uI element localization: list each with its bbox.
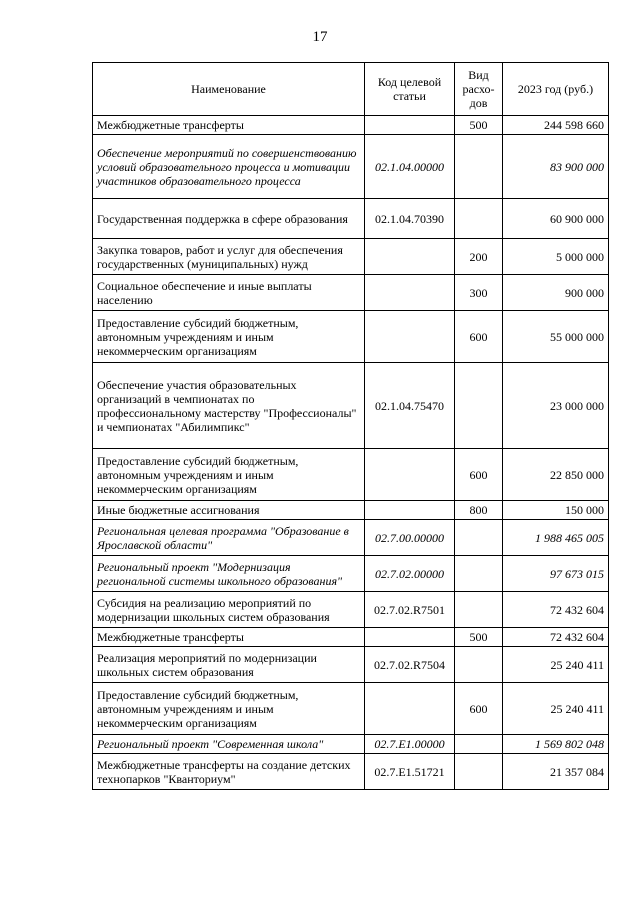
cell-expense-type [455,647,503,683]
cell-name: Предоставление субсидий бюджетным, автономным учреждениям и иным некоммерческим организациям [93,683,365,735]
page-number: 17 [312,29,328,45]
cell-code: 02.7.00.00000 [365,520,455,556]
cell-name: Межбюджетные трансферты [93,116,365,135]
cell-code [365,116,455,135]
cell-expense-type: 200 [455,239,503,275]
cell-name: Предоставление субсидий бюджетным, автономным учреждениям и иным некоммерческим организациям [93,449,365,501]
cell-expense-type: 600 [455,683,503,735]
cell-name: Иные бюджетные ассигнования [93,501,365,520]
cell-amount: 60 900 000 [503,199,609,239]
cell-expense-type [455,754,503,790]
table-row [93,449,609,501]
cell-code [365,501,455,520]
table-row [93,311,609,363]
cell-name: Обеспечение мероприятий по совершенствованию условий образовательного процесса и мотивации участников образовательного процесса [93,135,365,199]
table-row [93,363,609,449]
table-row [93,592,609,628]
cell-name: Межбюджетные трансферты [93,628,365,647]
budget-table [92,62,609,790]
table-row [93,116,609,135]
table-row [93,628,609,647]
table-row [93,647,609,683]
header-name: Наименование [93,63,365,116]
cell-code [365,311,455,363]
cell-code: 02.1.04.75470 [365,363,455,449]
cell-amount: 900 000 [503,275,609,311]
header-code: Код целевой статьи [365,63,455,116]
table-row [93,754,609,790]
cell-amount: 21 357 084 [503,754,609,790]
cell-amount: 55 000 000 [503,311,609,363]
cell-code: 02.7.E1.51721 [365,754,455,790]
cell-expense-type: 300 [455,275,503,311]
cell-amount: 25 240 411 [503,683,609,735]
cell-code [365,239,455,275]
cell-code: 02.7.02.R7501 [365,592,455,628]
cell-code: 02.7.02.R7504 [365,647,455,683]
cell-name: Реализация мероприятий по модернизации школьных систем образования [93,647,365,683]
table-row [93,683,609,735]
table-row [93,556,609,592]
cell-code [365,275,455,311]
cell-amount: 150 000 [503,501,609,520]
cell-name: Государственная поддержка в сфере образования [93,199,365,239]
cell-expense-type: 600 [455,449,503,501]
cell-amount: 244 598 660 [503,116,609,135]
cell-name: Межбюджетные трансферты на создание детских технопарков "Кванториум" [93,754,365,790]
cell-name: Предоставление субсидий бюджетным, автономным учреждениям и иным некоммерческим организациям [93,311,365,363]
cell-name: Региональный проект "Современная школа" [93,735,365,754]
cell-amount: 72 432 604 [503,592,609,628]
table-row [93,275,609,311]
cell-amount: 83 900 000 [503,135,609,199]
table-row [93,520,609,556]
cell-amount: 5 000 000 [503,239,609,275]
cell-amount: 72 432 604 [503,628,609,647]
cell-code: 02.7.E1.00000 [365,735,455,754]
cell-code [365,628,455,647]
cell-name: Закупка товаров, работ и услуг для обеспечения государственных (муниципальных) нужд [93,239,365,275]
cell-code [365,449,455,501]
cell-name: Региональный проект "Модернизация региональной системы школьного образования" [93,556,365,592]
cell-amount: 25 240 411 [503,647,609,683]
cell-name: Региональная целевая программа "Образование в Ярославской области" [93,520,365,556]
cell-code: 02.1.04.70390 [365,199,455,239]
cell-expense-type [455,199,503,239]
cell-expense-type [455,135,503,199]
cell-code: 02.1.04.00000 [365,135,455,199]
table-row [93,135,609,199]
header-expense-type: Вид расхо-дов [455,63,503,116]
cell-amount: 1 988 465 005 [503,520,609,556]
cell-expense-type: 500 [455,628,503,647]
table-row [93,735,609,754]
cell-expense-type: 500 [455,116,503,135]
cell-amount: 23 000 000 [503,363,609,449]
cell-expense-type: 800 [455,501,503,520]
cell-code [365,683,455,735]
cell-expense-type [455,363,503,449]
cell-expense-type [455,735,503,754]
table-row [93,501,609,520]
cell-code: 02.7.02.00000 [365,556,455,592]
cell-expense-type [455,520,503,556]
table-row [93,199,609,239]
cell-expense-type [455,556,503,592]
table-row [93,239,609,275]
table-header-row [93,63,609,116]
header-amount: 2023 год (руб.) [503,63,609,116]
cell-expense-type: 600 [455,311,503,363]
cell-amount: 1 569 802 048 [503,735,609,754]
cell-name: Социальное обеспечение и иные выплаты населению [93,275,365,311]
cell-amount: 22 850 000 [503,449,609,501]
cell-amount: 97 673 015 [503,556,609,592]
cell-name: Обеспечение участия образовательных организаций в чемпионатах по профессиональному мастерству "Профессионалы" и чемпионатах "Абилимпикс" [93,363,365,449]
cell-name: Субсидия на реализацию мероприятий по модернизации школьных систем образования [93,592,365,628]
cell-expense-type [455,592,503,628]
